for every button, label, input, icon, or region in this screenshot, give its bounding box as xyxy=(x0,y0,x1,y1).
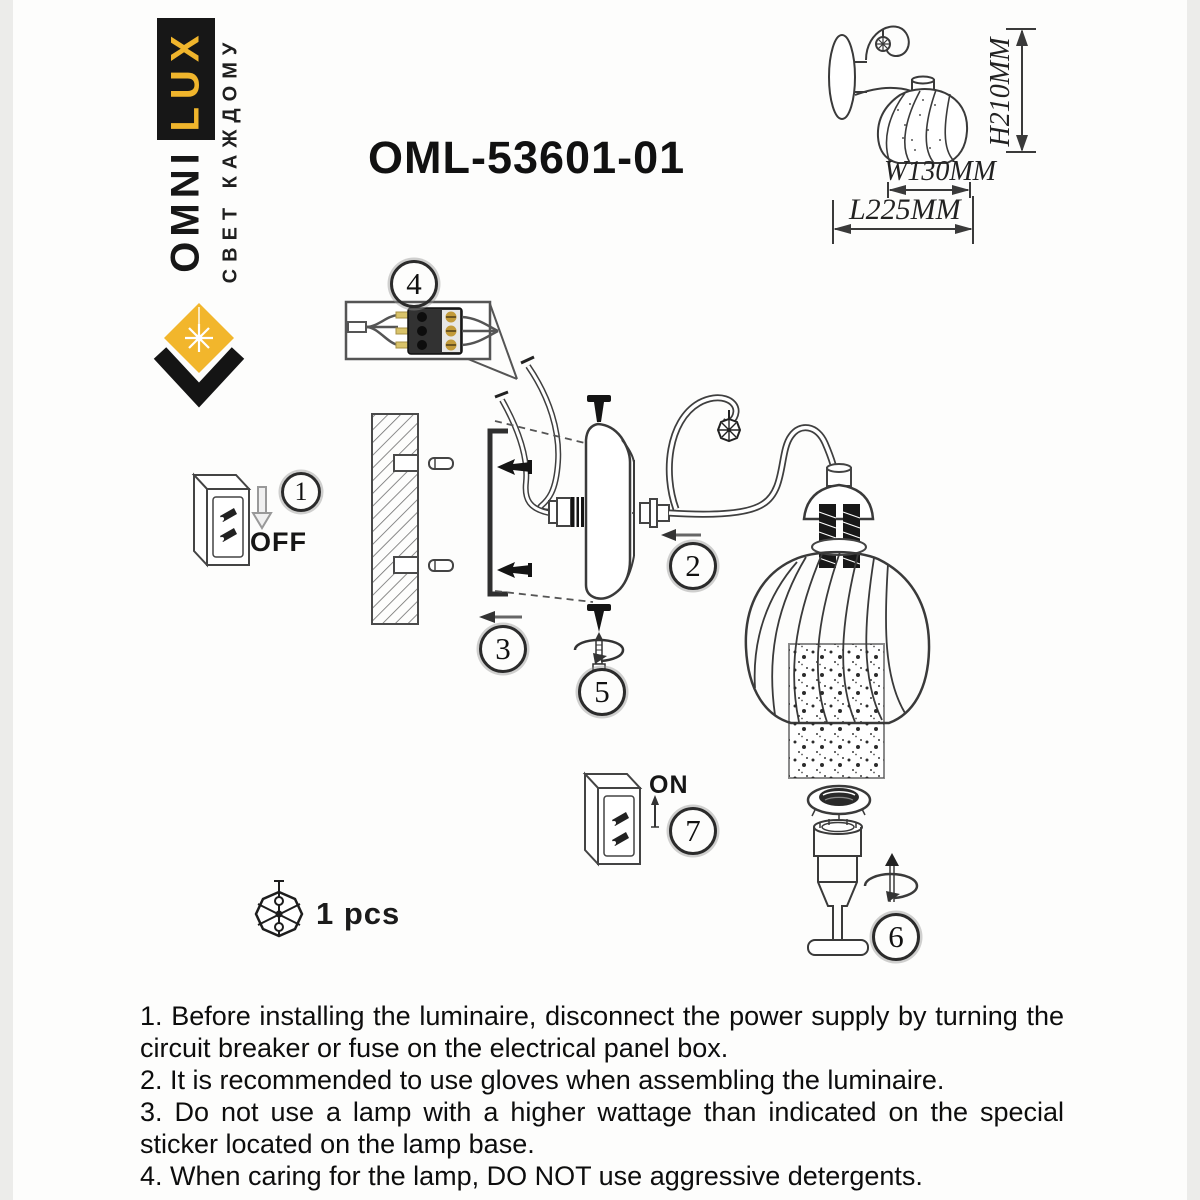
length-dimension-label: L225MM xyxy=(849,193,961,226)
instructions-block xyxy=(140,1000,1064,1192)
glass-shade xyxy=(746,552,929,820)
backplate xyxy=(575,395,634,670)
step-4-badge: 4 xyxy=(390,260,438,308)
instruction-item: 4. When caring for the lamp, DO NOT use aggressive detergents. xyxy=(140,1161,923,1191)
wall-section xyxy=(372,414,453,624)
width-dimension-label: W130MM xyxy=(884,156,996,187)
instruction-item: 1. Before installing the luminaire, disconnect the power supply by turning the circuit breaker or fuse on the electrical panel box. xyxy=(140,1001,1064,1063)
page-title: OML-53601-01 xyxy=(368,132,686,183)
wiring-callout xyxy=(346,302,517,379)
rotation-arrow-icon xyxy=(865,853,917,902)
t-screw-top xyxy=(587,395,611,422)
step-3-arrow-icon xyxy=(479,611,522,623)
on-label: ON xyxy=(649,771,689,799)
lamp-arm xyxy=(640,398,873,568)
height-dimension-label: H210MM xyxy=(985,37,1016,147)
brand-tagline xyxy=(214,14,248,304)
brand-tagline-text: СВЕТ КАЖДОМУ xyxy=(219,35,242,283)
brand-lux-box xyxy=(157,18,215,140)
step-3-badge: 3 xyxy=(479,625,527,673)
instruction-item: 3. Do not use a lamp with a higher wattage than indicated on the special sticker located on the lamp base. xyxy=(140,1097,1064,1159)
step-2-badge: 2 xyxy=(669,542,717,590)
shade-ring xyxy=(808,786,870,820)
instruction-item: 2. It is recommended to use gloves when assembling the luminaire. xyxy=(140,1065,945,1095)
step-7-badge: 7 xyxy=(669,807,717,855)
t-screw-bottom xyxy=(587,604,611,632)
step-2-arrow-icon xyxy=(661,529,701,541)
brand-logo-icon xyxy=(160,303,238,395)
brand-omni xyxy=(157,142,215,278)
brand-lux-text: LUX xyxy=(163,27,208,131)
off-label: OFF xyxy=(250,527,307,557)
off-arrow-icon xyxy=(253,487,271,528)
octagon-ornament-icon xyxy=(256,880,302,936)
package-count-label: 1 pcs xyxy=(316,896,401,931)
brand-omni-text: OMNI xyxy=(163,147,208,273)
step-5-badge: 5 xyxy=(578,668,626,716)
screw-rotation xyxy=(575,632,623,670)
step-6-badge: 6 xyxy=(872,913,920,961)
step-1-badge: 1 xyxy=(281,472,321,512)
breaker-on-diagram xyxy=(585,774,659,864)
